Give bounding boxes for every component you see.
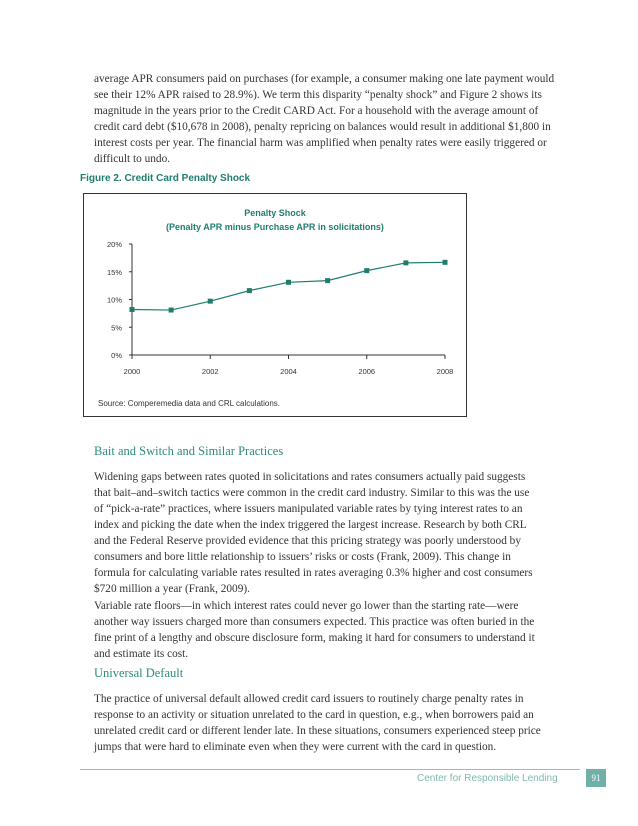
text-line: and estimate its cost. — [94, 648, 189, 660]
data-point — [325, 278, 330, 283]
text-line: The practice of universal default allowed credit card issuers to routinely charge penalty rates in — [94, 693, 524, 705]
footer-org: Center for Responsible Lending — [417, 773, 558, 784]
heading-universal-default: Universal Default — [94, 666, 184, 680]
text-line: response to an activity or situation unrelated to the card in question, e.g., when borrowers paid an — [94, 709, 534, 721]
y-tick-label: 5% — [111, 323, 122, 333]
x-tick-label: 2008 — [436, 367, 454, 376]
text-line: index and picking the date when the index triggered the largest increase. Research by both CRL — [94, 519, 527, 531]
chart-container — [83, 193, 467, 417]
bait-paragraph-1 — [94, 469, 564, 597]
data-point — [169, 308, 174, 313]
text-line: jumps that were hard to eliminate even when they were current with the card in question. — [94, 741, 497, 753]
chart-subtitle: (Penalty APR minus Purchase APR in solicitations) — [166, 222, 384, 232]
data-point — [247, 288, 252, 293]
text-line: $720 million a year (Frank, 2009). — [94, 583, 250, 595]
y-tick-label: 20% — [106, 240, 122, 249]
text-line: and the Federal Reserve provided evidence that this pricing strategy was poorly understood by — [94, 535, 521, 547]
x-tick-label: 2002 — [201, 367, 219, 376]
intro-paragraph — [94, 71, 564, 167]
text-line: unrelated credit card or different lender late. In these situations, consumers experienced steep price — [94, 725, 541, 737]
text-line: magnitude in the years prior to the Credit CARD Act. For a household with the average amount of — [94, 105, 539, 117]
bait-paragraph-2 — [94, 598, 564, 662]
data-point — [364, 268, 369, 273]
x-tick-label: 2004 — [280, 367, 297, 376]
text-line: that bait–and–switch tactics were common in the credit card industry. Similar to this was the use — [94, 487, 530, 499]
text-line: of “pick-a-rate” practices, where issuers manipulated variable rates by tying interest rates to an — [94, 503, 523, 515]
figure-label: Figure 2. Credit Card Penalty Shock — [80, 173, 251, 184]
data-point — [443, 260, 448, 265]
data-point — [286, 280, 291, 285]
text-line: see their 12% APR raised to 28.9%). We term this disparity “penalty shock” and Figure 2 shows its — [94, 89, 542, 101]
series-line — [132, 262, 445, 310]
data-point — [130, 307, 135, 312]
x-tick-label: 2006 — [358, 367, 376, 376]
heading-bait-and-switch: Bait and Switch and Similar Practices — [94, 444, 284, 458]
text-line: credit card debt ($10,678 in 2008), penalty repricing on balances would result in additional $1,800 in — [94, 121, 551, 133]
text-line: Widening gaps between rates quoted in solicitations and rates consumers actually paid suggests — [94, 471, 526, 483]
data-point — [403, 260, 408, 265]
page-number: 91 — [586, 769, 606, 787]
y-tick-label: 15% — [106, 267, 122, 277]
text-line: consumers and bore little relationship to issuers’ risks or costs (Frank, 2009). This change in — [94, 551, 511, 563]
text-line: interest costs per year. The financial harm was amplified when penalty rates were easily triggered or — [94, 137, 547, 149]
text-line: another way issuers charged more than consumers expected. This practice was often buried in the — [94, 616, 535, 628]
y-tick-label: 0% — [111, 351, 122, 360]
text-line: Variable rate floors—in which interest rates could never go lower than the starting rate—were — [94, 600, 519, 612]
text-line: difficult to undo. — [94, 153, 171, 165]
data-point — [208, 299, 213, 304]
chart-title: Penalty Shock — [244, 208, 306, 218]
y-tick-label: 10% — [106, 295, 122, 305]
penalty-shock-chart — [84, 194, 466, 416]
text-line: fine print of a lengthy and obscure disclosure form, making it hard for consumers to understand it — [94, 632, 535, 644]
text-line: average APR consumers paid on purchases (for example, a consumer making one late payment would — [94, 73, 555, 85]
x-tick-label: 2000 — [123, 367, 141, 376]
universal-default-paragraph — [94, 691, 564, 755]
text-line: formula for calculating variable rates resulted in rates averaging 0.3% higher and cost consumers — [94, 567, 533, 579]
chart-source: Source: Comperemedia data and CRL calculations. — [98, 399, 281, 408]
footer-divider — [80, 769, 580, 770]
